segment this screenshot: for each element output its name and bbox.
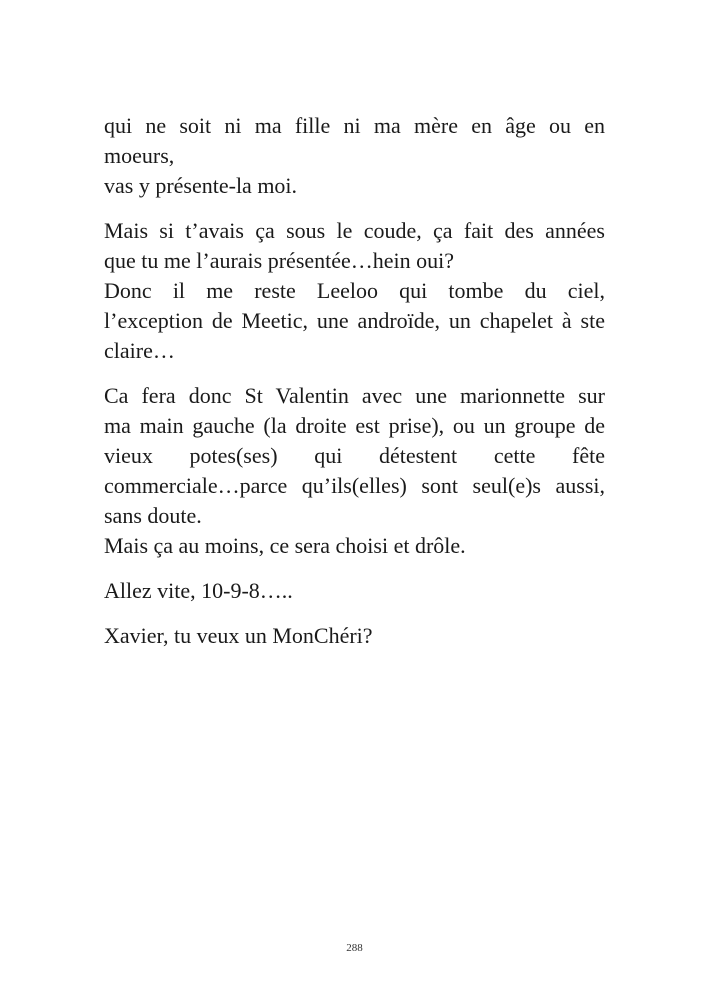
text-line: Mais ça au moins, ce sera choisi et drôle. (104, 533, 466, 558)
text-line: Xavier, tu veux un MonChéri? (104, 623, 373, 648)
paragraph (104, 216, 605, 366)
page-number: 288 (346, 942, 363, 954)
text-line: sans doute. (104, 503, 202, 528)
text-line: commerciale…parce qu’ils(elles) sont seul(e)s aussi, (104, 473, 605, 498)
body-text (104, 111, 605, 666)
text-line: Mais si t’avais ça sous le coude, ça fait des années (104, 218, 605, 243)
text-line: Donc il me reste Leeloo qui tombe du ciel, (104, 278, 605, 303)
text-line: Ca fera donc St Valentin avec une marionnette sur (104, 383, 605, 408)
text-line: qui ne soit ni ma fille ni ma mère en âge ou en (104, 113, 605, 138)
paragraph (104, 621, 605, 651)
paragraph (104, 111, 605, 201)
text-line: moeurs, (104, 143, 175, 168)
text-line: Allez vite, 10-9-8….. (104, 578, 293, 603)
text-line: vas y présente-la moi. (104, 173, 298, 198)
paragraph (104, 576, 605, 606)
text-line: que tu me l’aurais présentée…hein oui? (104, 248, 455, 273)
paragraph (104, 381, 605, 561)
text-line: l’exception de Meetic, une androïde, un chapelet à ste (104, 308, 605, 333)
text-line: vieux potes(ses) qui détestent cette fête (104, 443, 605, 468)
text-line: claire… (104, 338, 175, 363)
text-line: ma main gauche (la droite est prise), ou un groupe de (104, 413, 605, 438)
